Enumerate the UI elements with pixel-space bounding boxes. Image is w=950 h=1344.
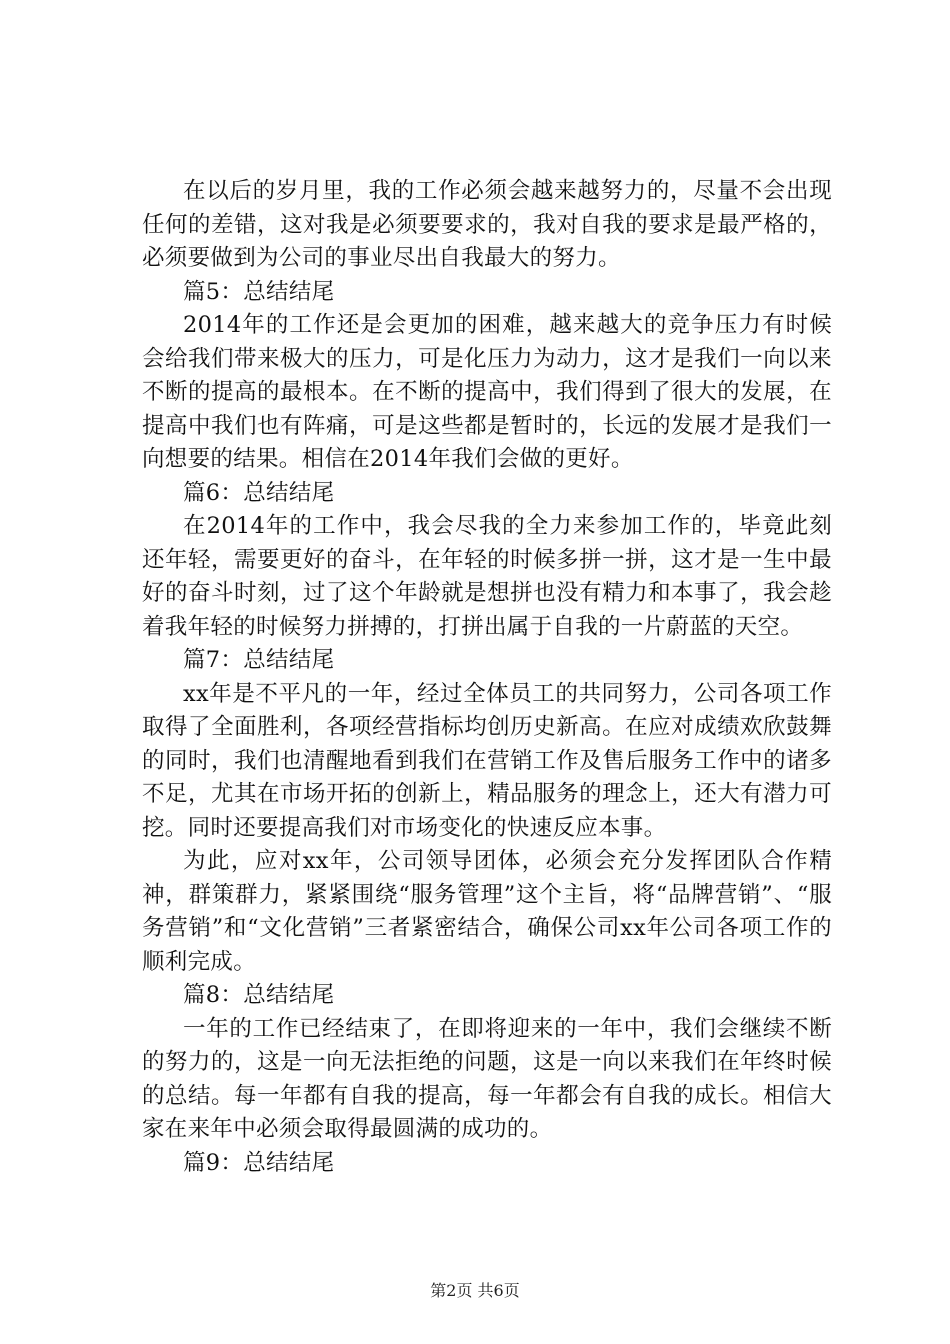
section-heading: 篇6：总结结尾 (183, 479, 335, 506)
section-heading: 篇5：总结结尾 (183, 278, 335, 305)
paragraph: 在以后的岁月里，我的工作必须会越来越努力的，尽量不会出现任何的差错，这对我是必须要要求的，我对自我的要求是最严格的，必须要做到为公司的事业尽出自我最大的努力。 (142, 178, 832, 271)
paragraph: xx年是不平凡的一年，经过全体员工的共同努力，公司各项工作取得了全面胜利，各项经营指标均创历史新高。在应对成绩欢欣鼓舞的同时，我们也清醒地看到我们在营销工作及售后服务工作中的诸多不足，尤其在市场开拓的创新上，精品服务的理念上，还大有潜力可挖。同时还要提高我们对市场变化的快速反应本事。 (142, 680, 832, 841)
section-heading: 篇9：总结结尾 (183, 1149, 335, 1176)
section-heading: 篇8：总结结尾 (183, 982, 335, 1008)
paragraph: 为此，应对xx年，公司领导团体，必须会充分发挥团队合作精神，群策群力，紧紧围绕“服务管理”这个主旨，将“品牌营销”、“服务营销”和“文化营销”三者紧密结合，确保公司xx年公司各项工作的顺利完成。 (142, 848, 832, 975)
paragraph: 在2014年的工作中，我会尽我的全力来参加工作的，毕竟此刻还年轻，需要更好的奋斗，在年轻的时候多拼一拼，这才是一生中最好的奋斗时刻，过了这个年龄就是想拼也没有精力和本事了，我会趁着我年轻的时候努力拼搏的，打拼出属于自我的一片蔚蓝的天空。 (142, 513, 832, 640)
section-heading: 篇7：总结结尾 (183, 647, 335, 673)
document-body (142, 175, 832, 1180)
page-number-footer: 第2页 共6页 (430, 1281, 520, 1300)
paragraph: 一年的工作已经结束了，在即将迎来的一年中，我们会继续不断的努力的，这是一向无法拒绝的问题，这是一向以来我们在年终时候的总结。每一年都有自我的提高，每一年都会有自我的成长。相信大家在来年中必须会取得最圆满的成功的。 (142, 1015, 832, 1142)
paragraph: 2014年的工作还是会更加的困难，越来越大的竞争压力有时候会给我们带来极大的压力，可是化压力为动力，这才是我们一向以来不断的提高的最根本。在不断的提高中，我们得到了很大的发展，在提高中我们也有阵痛，可是这些都是暂时的，长远的发展才是我们一向想要的结果。相信在2014年我们会做的更好。 (142, 312, 832, 472)
